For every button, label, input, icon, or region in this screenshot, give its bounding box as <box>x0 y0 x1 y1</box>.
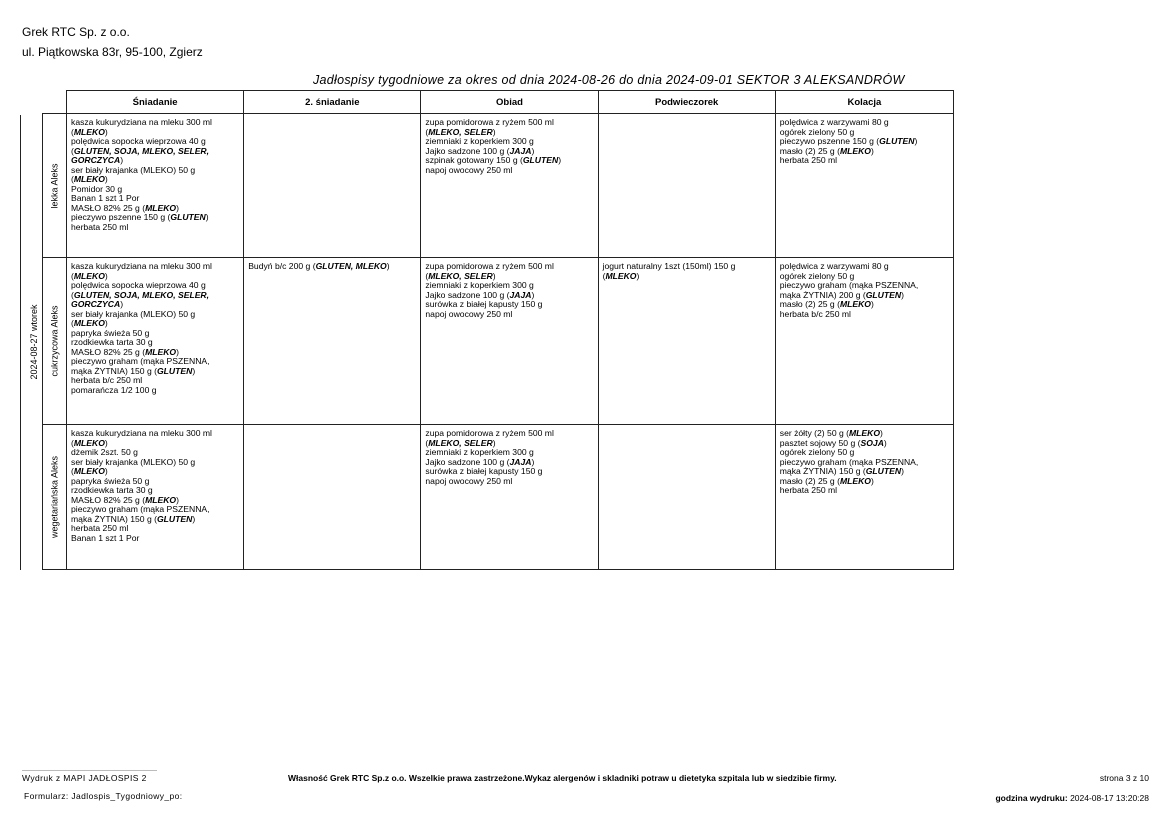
meal-text: herbata b/c 250 ml <box>71 375 143 385</box>
footer-print-time <box>995 793 1149 803</box>
meal-text: Pomidor 30 g <box>71 183 123 194</box>
diet-row-vegetarian <box>43 425 954 570</box>
meal-cell <box>67 425 244 570</box>
meal-text: ser biały krajanka (MLEKO) 50 g <box>71 308 196 319</box>
meal-text: zupa pomidorowa z ryżem 500 ml <box>425 261 554 271</box>
meal-text: ) <box>870 145 874 156</box>
meal-text: Jajko sadzone 100 g ( <box>425 289 510 300</box>
meal-text: kasza kukurydziana na mleku 300 ml <box>71 261 212 271</box>
meal-text: herbata b/c 250 ml <box>779 308 851 319</box>
meal-text: pieczywo graham (mąka PSZENNA, <box>779 280 919 290</box>
meal-text: kasza kukurydziana na mleku 300 ml <box>71 117 212 127</box>
meal-text: pomarańcza 1/2 100 g <box>71 384 157 395</box>
meal-text: polędwica z warzywami 80 g <box>779 261 889 271</box>
meal-text: mąka ŻYTNIA) 150 g ( <box>71 365 157 376</box>
allergen-text: MLEKO <box>73 466 105 476</box>
meal-line <box>780 486 947 496</box>
allergen-text: GLUTEN, MLEKO <box>315 261 387 271</box>
meal-line <box>780 156 947 166</box>
meal-text: jogurt naturalny 1szt (150ml) 150 g <box>602 261 736 271</box>
meal-text: ) <box>176 346 179 357</box>
meal-line <box>71 534 237 544</box>
meal-cell <box>775 114 953 258</box>
meal-text: ) <box>104 126 108 137</box>
meal-text: Jajko sadzone 100 g ( <box>425 456 510 467</box>
meal-text: masło (2) 25 g ( <box>779 475 840 486</box>
footer-divider <box>22 770 157 771</box>
allergen-text: MLEKO <box>839 475 871 486</box>
meal-text: ) <box>901 289 904 300</box>
meal-text: mąka ŻYTNIA) 150 g ( <box>71 513 157 524</box>
meal-cell <box>421 258 598 425</box>
allergen-text: GORCZYCA <box>71 155 121 165</box>
allergen-text: MLEKO <box>839 299 871 309</box>
allergen-text: GLUTEN <box>170 212 206 222</box>
company-name: Grek RTC Sp. z o.o. <box>22 25 130 39</box>
meal-text: napoj owocowy 250 ml <box>425 308 513 319</box>
meal-text: MASŁO 82% 25 g ( <box>71 494 146 505</box>
meal-text: rzodkiewka tarta 30 g <box>71 485 153 495</box>
meal-text: ( <box>71 174 74 184</box>
meal-text: ( <box>71 270 74 281</box>
meal-text: ziemniaki z koperkiem 300 g <box>425 280 534 290</box>
meal-text: ) <box>104 174 108 184</box>
meal-line <box>425 477 591 487</box>
col-header-snack: Podwieczorek <box>598 91 775 114</box>
meal-text: napoj owocowy 250 ml <box>425 475 513 486</box>
meal-text: ) <box>531 145 535 156</box>
meal-text: ( <box>425 270 429 281</box>
meal-text: dżemik 2szt. 50 g <box>71 447 138 457</box>
meal-text: ) <box>870 299 874 309</box>
meal-text: MASŁO 82% 25 g ( <box>71 346 146 357</box>
header-blank <box>43 91 67 114</box>
meal-text: pieczywo pszenne 150 g ( <box>71 212 171 222</box>
meal-cell <box>598 425 775 570</box>
allergen-text: MLEKO <box>73 318 105 328</box>
allergen-text: MLEKO, SELER <box>428 126 493 137</box>
meal-text: ( <box>425 437 429 448</box>
meal-cell <box>598 114 775 258</box>
meal-text: ( <box>71 145 74 156</box>
footer-form-name: Formularz: Jadlospis_Tygodniowy_po: <box>24 791 183 801</box>
meal-text: ogórek zielony 50 g <box>779 126 855 137</box>
diet-name: lekka Aleks <box>48 162 59 209</box>
meal-text: ) <box>176 494 179 505</box>
diet-cell <box>43 258 67 425</box>
meal-text: pieczywo pszenne 150 g ( <box>779 136 880 146</box>
allergen-text: MLEKO, SELER <box>428 270 493 281</box>
meal-line <box>425 310 591 320</box>
meal-text: ) <box>901 466 904 476</box>
meal-text: kasza kukurydziana na mleku 300 ml <box>71 428 212 438</box>
allergen-text: GORCZYCA <box>71 299 121 309</box>
meal-text: polędwica z warzywami 80 g <box>779 117 889 127</box>
meal-text: ) <box>104 437 108 448</box>
meal-text: szpinak gotowany 150 g ( <box>425 155 523 165</box>
meal-line <box>603 272 769 282</box>
meal-cell <box>421 425 598 570</box>
company-address: ul. Piątkowska 83r, 95-100, Zgierz <box>22 45 203 59</box>
meal-text: ( <box>71 289 74 300</box>
meal-text: ) <box>492 126 496 137</box>
meal-text: pieczywo graham (mąka PSZENNA, <box>779 456 919 467</box>
col-header-breakfast: Śniadanie <box>67 91 244 114</box>
meal-text: zupa pomidorowa z ryżem 500 ml <box>425 117 554 127</box>
meal-text: ) <box>883 437 887 448</box>
meal-text: Jajko sadzone 100 g ( <box>425 145 510 156</box>
meal-text: ) <box>880 428 883 438</box>
meal-text: pieczywo graham (mąka PSZENNA, <box>71 356 210 366</box>
diet-name: wegetariańska Aleks <box>48 455 59 539</box>
meal-text: masło (2) 25 g ( <box>779 299 840 309</box>
meal-text: ) <box>531 456 535 467</box>
meal-text: surówka z białej kapusty 150 g <box>425 299 543 309</box>
meal-text: pasztet sojowy 50 g ( <box>779 437 861 448</box>
meal-text: papryka świeża 50 g <box>71 327 150 338</box>
meal-text: ( <box>602 270 606 281</box>
meal-text: polędwica sopocka wieprzowa 40 g <box>71 280 206 290</box>
meal-text: polędwica sopocka wieprzowa 40 g <box>71 136 206 146</box>
allergen-text: MLEKO, SELER <box>428 437 493 448</box>
col-header-supper: Kolacja <box>775 91 953 114</box>
diet-row-light <box>43 114 954 258</box>
allergen-text: JAJA <box>509 145 532 156</box>
meal-text: ziemniaki z koperkiem 300 g <box>425 136 534 146</box>
allergen-text: MLEKO <box>73 437 105 448</box>
date-label: 2024-08-27 wtorek <box>29 304 39 380</box>
allergen-text: MLEKO <box>145 346 177 357</box>
allergen-text: GLUTEN <box>879 136 915 146</box>
meal-text: ser biały krajanka (MLEKO) 50 g <box>71 456 196 467</box>
meal-text: papryka świeża 50 g <box>71 475 150 486</box>
meal-text: ) <box>492 437 496 448</box>
meal-text: ser żółty (2) 50 g ( <box>779 428 850 438</box>
meal-text: ( <box>71 466 74 476</box>
meal-cell <box>67 258 244 425</box>
meal-cell <box>775 258 953 425</box>
document-title: Jadłospisy tygodniowe za okres od dnia 2024-08-26 do dnia 2024-09-01 SEKTOR 3 ALEKSANDRÓW <box>313 73 905 87</box>
meal-line <box>780 310 947 320</box>
meal-text: herbata 250 ml <box>71 221 129 232</box>
meal-text: herbata 250 ml <box>779 485 838 495</box>
meal-text: ogórek zielony 50 g <box>779 270 855 281</box>
meal-text: Budyń b/c 200 g ( <box>248 261 316 271</box>
meal-text: mąka ŻYTNIA) 150 g ( <box>779 466 866 476</box>
allergen-text: SOJA <box>860 437 884 448</box>
allergen-text: GLUTEN <box>522 155 559 165</box>
header-row <box>43 91 954 114</box>
meal-text: ) <box>205 212 209 222</box>
meal-text: pieczywo graham (mąka PSZENNA, <box>71 504 210 514</box>
allergen-text: JAJA <box>509 289 532 300</box>
meal-text: ) <box>120 299 124 309</box>
meal-cell <box>244 425 421 570</box>
footer-page-number: strona 3 z 10 <box>1099 773 1149 783</box>
meal-text: ) <box>176 202 179 213</box>
meal-text: masło (2) 25 g ( <box>779 145 840 156</box>
meal-text: MASŁO 82% 25 g ( <box>71 202 146 213</box>
allergen-text: MLEKO <box>73 270 105 281</box>
meal-text: ) <box>192 365 196 376</box>
allergen-text: GLUTEN <box>865 466 902 476</box>
allergen-text: MLEKO <box>145 202 177 213</box>
col-header-lunch: Obiad <box>421 91 598 114</box>
diet-cell <box>43 114 67 258</box>
meal-line <box>71 223 237 233</box>
meal-text: zupa pomidorowa z ryżem 500 ml <box>425 428 554 438</box>
meal-text: ( <box>71 437 74 448</box>
allergen-text: GLUTEN <box>156 365 193 376</box>
meal-text: ziemniaki z koperkiem 300 g <box>425 447 534 457</box>
date-divider <box>20 115 21 570</box>
meal-text: ) <box>531 289 535 300</box>
meal-cell <box>598 258 775 425</box>
allergen-text: MLEKO <box>73 126 105 137</box>
meal-text: ) <box>104 318 108 328</box>
meal-cell <box>244 258 421 425</box>
allergen-text: GLUTEN, SOJA, MLEKO, SELER, <box>73 145 210 156</box>
menu-table <box>42 90 954 570</box>
meal-text: ) <box>492 270 496 281</box>
meal-line <box>425 166 591 176</box>
meal-cell <box>244 114 421 258</box>
diet-cell <box>43 425 67 570</box>
allergen-text: MLEKO <box>605 270 637 281</box>
meal-cell <box>421 114 598 258</box>
meal-text: surówka z białej kapusty 150 g <box>425 466 543 476</box>
meal-text: ser biały krajanka (MLEKO) 50 g <box>71 164 196 175</box>
meal-text: ( <box>71 318 74 328</box>
allergen-text: MLEKO <box>849 428 881 438</box>
footer-printout: Wydruk z MAPI JADŁOSPIS 2 <box>22 773 147 783</box>
meal-text: ) <box>558 155 562 165</box>
meal-cell <box>775 425 953 570</box>
diet-row-diabetic <box>43 258 954 425</box>
meal-text: ) <box>192 513 196 524</box>
meal-text: ) <box>104 270 108 281</box>
meal-text: herbata 250 ml <box>779 155 838 165</box>
allergen-text: GLUTEN, SOJA, MLEKO, SELER, <box>73 289 210 300</box>
allergen-text: JAJA <box>509 456 532 467</box>
allergen-text: GLUTEN <box>156 513 193 524</box>
footer-ownership: Własność Grek RTC Sp.z o.o. Wszelkie prawa zastrzeżone.Wykaz alergenów i skladniki potraw u dietetyka szpitala lub w siedzibie firmy. <box>288 773 837 783</box>
meal-text: Banan 1 szt 1 Por <box>71 193 140 203</box>
allergen-text: MLEKO <box>145 494 177 505</box>
meal-text: Banan 1 szt 1 Por <box>71 532 140 543</box>
print-time-label: godzina wydruku: <box>995 793 1068 803</box>
meal-text: mąka ŻYTNIA) 200 g ( <box>779 289 866 300</box>
meal-text: ( <box>71 126 74 137</box>
meal-text: ogórek zielony 50 g <box>779 447 855 457</box>
print-time-value: 2024-08-17 13:20:28 <box>1070 793 1149 803</box>
col-header-second-breakfast: 2. śniadanie <box>244 91 421 114</box>
meal-line <box>71 386 237 396</box>
meal-text: ) <box>914 136 918 146</box>
meal-text: rzodkiewka tarta 30 g <box>71 337 153 347</box>
allergen-text: MLEKO <box>839 145 871 156</box>
meal-text: napoj owocowy 250 ml <box>425 164 513 175</box>
meal-cell <box>67 114 244 258</box>
meal-line <box>248 262 414 272</box>
meal-text: herbata 250 ml <box>71 523 129 533</box>
allergen-text: GLUTEN <box>865 289 902 300</box>
meal-text: ) <box>120 155 124 165</box>
allergen-text: MLEKO <box>73 174 105 184</box>
diet-name: cukrzycowa Aleks <box>48 305 59 377</box>
meal-text: ) <box>870 475 874 486</box>
meal-text: ) <box>386 261 390 271</box>
meal-text: ) <box>636 270 640 281</box>
meal-text: ) <box>104 466 108 476</box>
meal-text: ( <box>425 126 429 137</box>
